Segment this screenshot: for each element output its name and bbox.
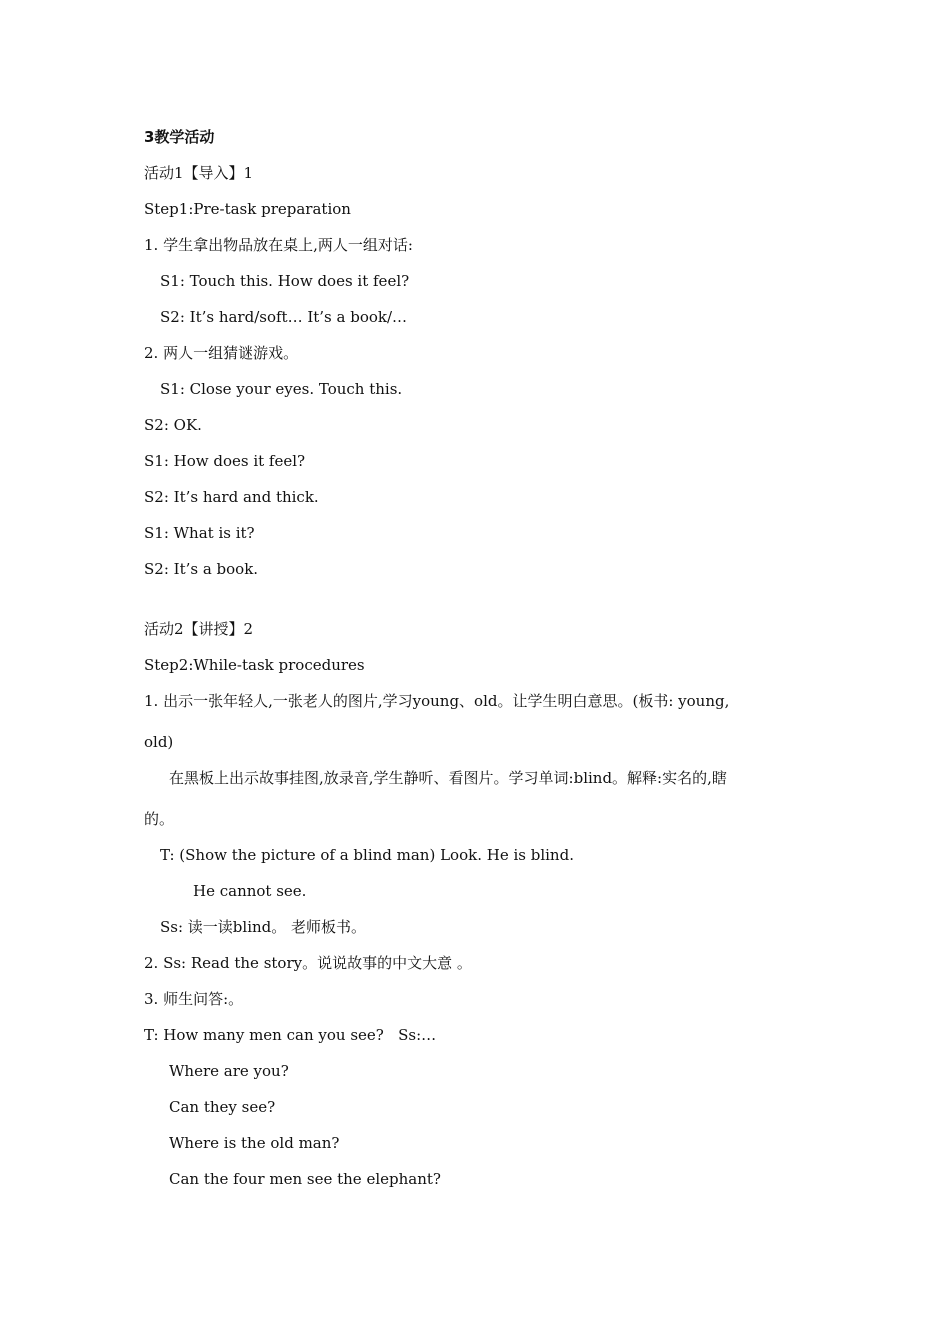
dialog2-line: S1: How does it feel? <box>144 452 306 470</box>
activity1-item1: 1. 学生拿出物品放在桌上,两人一组对话: <box>144 236 413 254</box>
activity2-item1: 1. 出示一张年轻人,一张老人的图片,学习young、old。让学生明白意思。(板书: young, <box>144 692 730 710</box>
dialog1-line: S2: It’s hard/soft… It’s a book/… <box>160 308 408 326</box>
question-line: Where is the old man? <box>169 1134 340 1152</box>
activity1-item2: 2. 两人一组猜谜游戏。 <box>144 344 299 362</box>
activity2-step: Step2:While-task procedures <box>144 656 365 674</box>
dialog1-line: S1: Touch this. How does it feel? <box>160 272 410 290</box>
story-paragraph-continued: 的。 <box>144 810 175 828</box>
story-paragraph: 在黑板上出示故事挂图,放录音,学生静听、看图片。学习单词:blind。解释:实名的,瞎 <box>169 769 727 787</box>
students-line: Ss: 读一读blind。 老师板书。 <box>160 918 367 936</box>
activity2-item2: 2. Ss: Read the story。说说故事的中文大意 。 <box>144 954 472 972</box>
dialog2-line: S1: What is it? <box>144 524 255 542</box>
teacher-line-continued: He cannot see. <box>193 882 307 900</box>
dialog2-line: S2: OK. <box>144 416 202 434</box>
question-line: Can they see? <box>169 1098 276 1116</box>
dialog2-line: S2: It’s hard and thick. <box>144 488 319 506</box>
activity2-title: 活动2【讲授】2 <box>144 620 254 638</box>
activity1-title: 活动1【导入】1 <box>144 164 254 182</box>
question-line: Where are you? <box>169 1062 289 1080</box>
teacher-line: T: (Show the picture of a blind man) Look. He is blind. <box>160 846 574 864</box>
dialog2-line: S1: Close your eyes. Touch this. <box>160 380 403 398</box>
activity2-item3: 3. 师生问答:。 <box>144 990 244 1008</box>
activity2-item1-continued: old) <box>144 733 174 751</box>
dialog2-line: S2: It’s a book. <box>144 560 259 578</box>
activity1-step: Step1:Pre-task preparation <box>144 200 351 218</box>
question-line: Can the four men see the elephant? <box>169 1170 441 1188</box>
qa-line: T: How many men can you see? Ss:… <box>144 1026 437 1044</box>
section-title: 3教学活动 <box>144 128 215 146</box>
